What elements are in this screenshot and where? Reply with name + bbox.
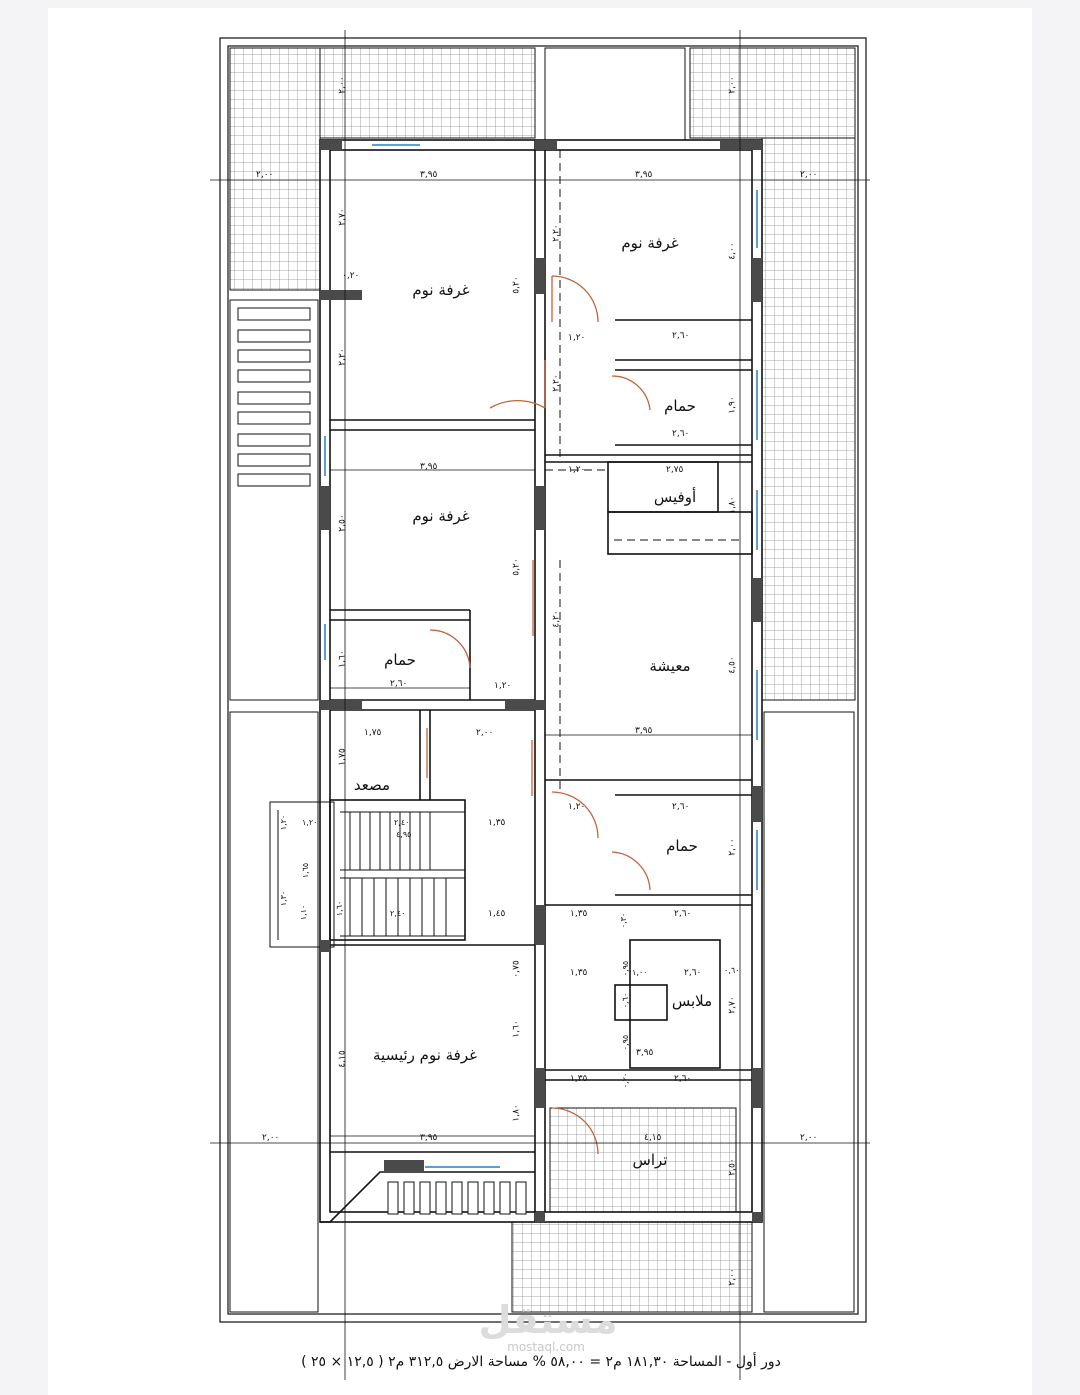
dim-elevator-h: ١,٧٥ [337,748,348,766]
dim-corridor-w2: ١,٢٠ [568,465,586,475]
watermark-logo: مستقل [478,1298,618,1342]
dim-dress-i2: ٢,٦٠ [674,1074,692,1084]
dim-corr-mid: ١,٢٠ [568,802,586,812]
dim-bed1-h-a: ٢,٧٠ [337,208,348,226]
dim-terrace-h: ٢,٥٠ [727,1158,738,1176]
room-label-dressing: ملابس [671,992,713,1010]
room-label-bedroom-top-right: غرفة نوم [621,234,679,252]
room-label-bathroom-top: حمام [664,397,696,415]
dim-stair-6: ١,٦٥ [301,862,311,879]
dim-rear-h: ٢,٠٠ [727,1268,738,1286]
room-label-elevator: مصعد [353,776,391,794]
plan-caption: دور أول - المساحة ١٨١,٣٠ م٢ = ٥٨,٠٠ % مساحة الارض ٣١٢,٥ م٢ ( ١٢,٥ × ٢٥ ) [301,1354,781,1370]
dim-stair-4: ١,٣٥ [488,818,506,828]
dim-bed3-total: ٥,٢٠ [511,558,522,576]
room-label-master-bedroom: غرفة نوم رئيسية [373,1046,477,1064]
dim-bed1-h-c: ٠,٢٠ [342,271,360,281]
dim-bath-left-door: ١,٢٠ [494,681,512,691]
room-label-bedroom-top-left: غرفة نوم [412,281,470,299]
dim-corridor-h: ٢,٢٠ [551,374,562,392]
room-label-bathroom-left: حمام [384,651,416,669]
dim-bed1-total: ٥,٢٠ [511,276,522,294]
dim-master-w: ٣,٩٥ [420,1133,438,1143]
dim-bed2-width: ٣,٩٥ [635,170,653,180]
room-label-living: معيشة [649,657,691,675]
dim-living-h: ٤,٥٠ [727,656,738,674]
dim-bed1-h-b: ٢,٢٠ [337,348,348,366]
dim-stair-10: ٢,٤٠ [390,909,406,918]
dim-stair-9: ١,١٠ [299,904,309,921]
room-label-bathroom-mid: حمام [666,837,698,855]
dim-bed2-h-a: ٢,٢٠ [551,224,562,242]
dim-top-h-right: ٢,٠٠ [727,76,738,94]
dim-lobby-w: ٢,٠٠ [476,728,494,738]
dim-living-h2: ٤,٢٠ [551,610,562,628]
dim-stair-8: ١,٦٠ [335,900,345,917]
dim-bed3-h: ٢,٥٠ [337,514,348,532]
watermark-url: mostaql.com [507,1340,585,1354]
dim-master-b: ١,٦٠ [511,1020,522,1038]
dim-dress-i: ٢,٦٠ [684,968,702,978]
dim-bath-mid-w2: ٢,٦٠ [674,909,692,919]
room-label-terrace: تراس [632,1151,668,1169]
dim-bath-left-w: ٢,٦٠ [390,679,408,689]
dim-dress-k: ٠,٢٠ [621,1072,631,1089]
dim-bed2-h-b: ٤,٠٠ [727,242,738,260]
dim-dress-b: ١,٠٠ [632,968,648,977]
dim-bath-left-h: ١,٦٠ [337,650,348,668]
dim-dress-j: ٠,٦٠ [724,966,740,975]
dim-stair-11: ١,٤٥ [488,909,506,919]
dim-corr-135: ١,٣٥ [570,909,588,919]
dim-bath-top-h: ١,٩٠ [727,396,738,414]
dim-top-right-setback: ٢,٠٠ [800,170,818,180]
dim-front-left: ٢,٠٠ [262,1133,280,1143]
dim-elevator-w: ١,٧٥ [364,728,382,738]
dim-dress-a: ١,٣٥ [570,968,588,978]
dim-corridor-w: ١,٢٠ [568,333,586,343]
dim-dress-d: ٠,٦٠ [621,992,631,1009]
dim-bath-top-w1: ٢,٦٠ [672,331,690,341]
dim-dress-f: ٣,٩٥ [636,1048,654,1058]
room-label-bedroom-mid-left: غرفة نوم [412,507,470,525]
dim-stair-7: ١,٣٠ [279,890,289,907]
dim-bath-mid-h: ٢,٠٠ [727,838,738,856]
dim-master-a: ٠,٧٥ [511,960,522,978]
dim-bath-top-w2: ٢,٦٠ [672,429,690,439]
dim-dress-g: ٠,٩٥ [621,1034,631,1051]
dim-bed1-width: ٣,٩٥ [420,170,438,180]
dim-dress-e: ٢,٧٠ [727,996,738,1014]
dim-top-h-left: ٢,٠٠ [337,76,348,94]
dim-bath-mid-w: ٢,٦٠ [672,802,690,812]
dim-stair-5: ١,٢٠ [302,818,318,827]
dim-master-c: ١,٨٠ [511,1104,522,1122]
dim-stair-3: ٤,٩٥ [396,830,412,839]
dim-terrace-w: ٤,١٥ [644,1133,662,1143]
dim-dress-c: ٠,٩٥ [621,960,631,977]
dim-office-h: ١,٨٠ [727,496,738,514]
dim-living-w: ٣,٩٥ [635,726,653,736]
room-label-office: أوفيس [653,488,697,506]
dim-office-w: ٢,٧٥ [666,465,684,475]
dim-dress-h: ١,٣٥ [570,1074,588,1084]
dim-stair-1: ١,٢٠ [279,814,289,831]
dim-front-right: ٢,٠٠ [800,1133,818,1143]
dim-stair-2: ٢,٤٠ [394,818,410,827]
dim-dress-l: ٠,٣٠ [619,912,629,929]
dim-bed3-width: ٣,٩٥ [420,462,438,472]
dim-top-left-setback: ٢,٠٠ [256,170,274,180]
dim-master-h: ٤,١٥ [337,1050,348,1068]
